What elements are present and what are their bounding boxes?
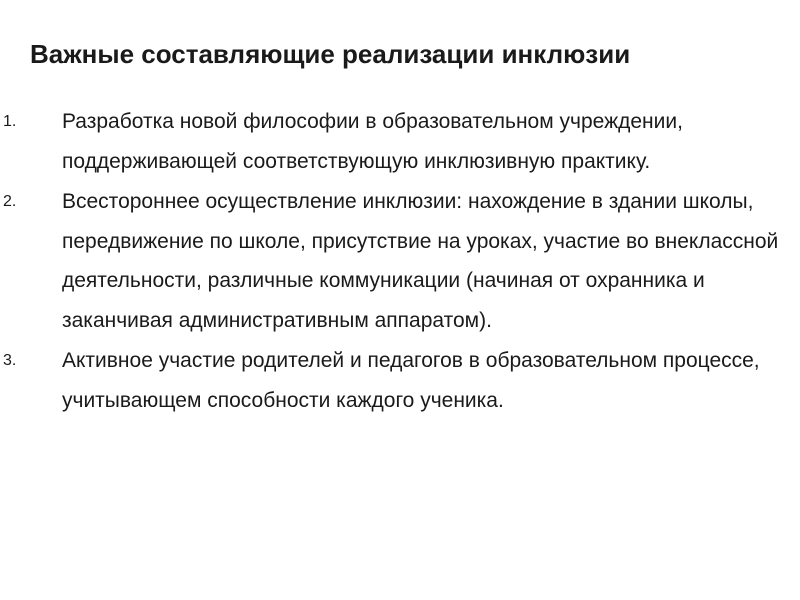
list-item-number: 2.: [3, 193, 17, 210]
slide-title: Важные составляющие реализации инклюзии: [30, 39, 631, 69]
list-item-text: Всестороннее осуществление инклюзии: нахождение в здании школы, передвижение по школе, присутствие на уроках, участие во внеклассной деятельности, различные коммуникации (начиная от охранника и заканчивая административным аппаратом).: [62, 190, 779, 332]
list-item-number: 3.: [3, 352, 17, 369]
list-item-number: 1.: [3, 113, 17, 130]
list-item-text: Активное участие родителей и педагогов в образовательном процессе, учитывающем способности каждого ученика.: [62, 349, 760, 412]
list-item: [0, 102, 800, 181]
numbered-list: [0, 102, 800, 421]
list-item-text: Разработка новой философии в образовательном учреждении, поддерживающей соответствующую инклюзивную практику.: [62, 110, 683, 173]
list-item: [0, 341, 800, 420]
list-item: [0, 182, 800, 340]
